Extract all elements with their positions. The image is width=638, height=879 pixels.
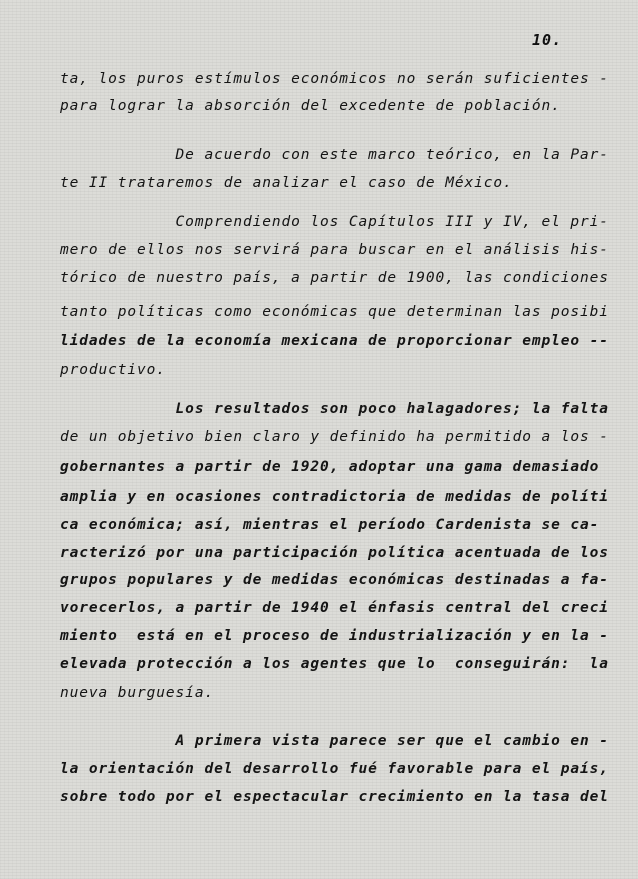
text-line: elevada protección a los agentes que lo conseguirán: la xyxy=(60,656,609,672)
text-line: ta, los puros estímulos económicos no serán suficientes - xyxy=(60,71,609,87)
text-line: sobre todo por el espectacular crecimiento en la tasa del xyxy=(60,789,609,805)
text-line: ca económica; así, mientras el período Cardenista se ca- xyxy=(60,517,600,533)
text-line: nueva burguesía. xyxy=(60,685,215,701)
text-line: amplia y en ocasiones contradictoria de medidas de políti xyxy=(60,489,609,505)
text-line: Los resultados son poco halagadores; la falta xyxy=(60,401,609,417)
text-line: tanto políticas como económicas que determinan las posibi xyxy=(60,304,609,320)
text-line: A primera vista parece ser que el cambio en - xyxy=(60,733,609,749)
text-line: la orientación del desarrollo fué favorable para el país, xyxy=(60,761,609,777)
text-line: tórico de nuestro país, a partir de 1900, las condiciones xyxy=(60,270,609,286)
text-line: De acuerdo con este marco teórico, en la Par- xyxy=(60,147,609,163)
text-line: te II trataremos de analizar el caso de México. xyxy=(60,175,513,191)
text-line: grupos populares y de medidas económicas destinadas a fa- xyxy=(60,572,609,588)
text-line: mero de ellos nos servirá para buscar en el análisis his- xyxy=(60,242,609,258)
text-line: productivo. xyxy=(60,362,166,378)
text-line: vorecerlos, a partir de 1940 el énfasis central del creci xyxy=(60,600,609,616)
text-line: gobernantes a partir de 1920, adoptar una gama demasiado xyxy=(60,459,600,475)
text-line: lidades de la economía mexicana de proporcionar empleo -- xyxy=(60,333,609,349)
text-line: miento está en el proceso de industrialización y en la - xyxy=(60,628,609,644)
text-line: racterizó por una participación política acentuada de los xyxy=(60,545,609,561)
page-number: 10. xyxy=(532,31,563,49)
text-line: para lograr la absorción del excedente de población. xyxy=(60,98,561,114)
text-line: Comprendiendo los Capítulos III y IV, el pri- xyxy=(60,214,609,230)
text-line: de un objetivo bien claro y definido ha permitido a los - xyxy=(60,429,609,445)
